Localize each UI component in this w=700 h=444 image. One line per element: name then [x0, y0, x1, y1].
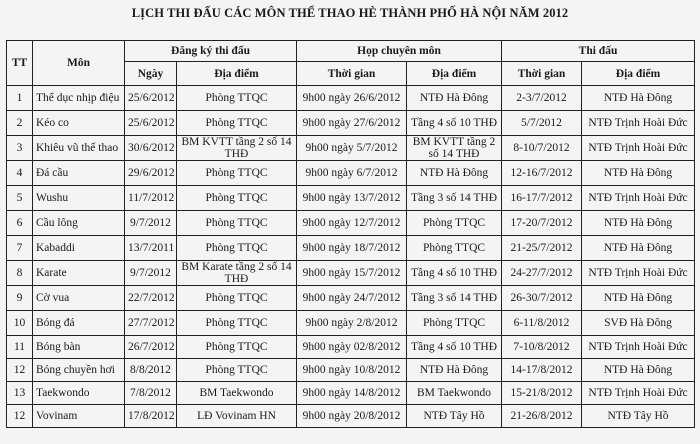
cell-mon: Vovinam [33, 405, 125, 428]
cell-thoi-gian-td: 5/7/2012 [502, 111, 582, 136]
cell-mon: Bóng chuyền hơi [33, 359, 125, 382]
cell-thoi-gian-td: 6-11/8/2012 [502, 311, 582, 336]
cell-dia-diem-td: NTĐ Hà Đông [582, 211, 695, 236]
table-row [7, 382, 695, 405]
cell-mon: Đá cầu [33, 161, 125, 186]
table-body [7, 86, 695, 428]
cell-dia-diem-hop: Tầng 3 số 14 THĐ [407, 286, 502, 311]
cell-thoi-gian-hop: 9h00 ngày 24/7/2012 [297, 286, 407, 311]
cell-thoi-gian-hop: 9h00 ngày 02/8/2012 [297, 336, 407, 359]
cell-thoi-gian-td: 14-17/8/2012 [502, 359, 582, 382]
cell-mon: Kéo co [33, 111, 125, 136]
cell-dia-diem-hop: Phòng TTQC [407, 311, 502, 336]
header-dia-diem-hop: Địa điểm [407, 62, 502, 86]
table-row [7, 261, 695, 286]
cell-thoi-gian-hop: 9h00 ngày 13/7/2012 [297, 186, 407, 211]
table-row [7, 186, 695, 211]
cell-dia-diem-hop: Phòng TTQC [407, 236, 502, 261]
cell-thoi-gian-td: 2-3/7/2012 [502, 86, 582, 111]
page-title: LỊCH THI ĐẤU CÁC MÔN THỂ THAO HÈ THÀNH PHỐ HÀ NỘI NĂM 2012 [131, 6, 569, 20]
cell-dia-diem-hop: Tầng 4 số 10 THĐ [407, 111, 502, 136]
cell-thoi-gian-td: 21-25/7/2012 [502, 236, 582, 261]
cell-dia-diem-hop: BM Taekwondo [407, 382, 502, 405]
table-row [7, 286, 695, 311]
cell-dia-diem-hop: NTĐ Hà Đông [407, 161, 502, 186]
cell-thoi-gian-td: 17-20/7/2012 [502, 211, 582, 236]
cell-tt: 2 [7, 111, 33, 136]
cell-dia-diem-dk: Phòng TTQC [177, 286, 297, 311]
cell-ngay-dk: 9/7/2012 [125, 211, 177, 236]
table-row [7, 336, 695, 359]
cell-tt: 13 [7, 382, 33, 405]
cell-mon: Khiêu vũ thể thao [33, 136, 125, 161]
cell-dia-diem-dk: Phòng TTQC [177, 161, 297, 186]
cell-ngay-dk: 25/6/2012 [125, 111, 177, 136]
cell-dia-diem-hop: Tầng 4 số 10 THĐ [407, 336, 502, 359]
cell-mon: Cầu lông [33, 211, 125, 236]
cell-thoi-gian-hop: 9h00 ngày 14/8/2012 [297, 382, 407, 405]
cell-ngay-dk: 25/6/2012 [125, 86, 177, 111]
cell-thoi-gian-hop: 9h00 ngày 5/7/2012 [297, 136, 407, 161]
cell-mon: Thể dục nhịp điệu [33, 86, 125, 111]
cell-dia-diem-dk: LĐ Vovinam HN [177, 405, 297, 428]
schedule-table [6, 40, 695, 428]
cell-dia-diem-td: NTĐ Trịnh Hoài Đức [582, 111, 695, 136]
cell-thoi-gian-td: 15-21/8/2012 [502, 382, 582, 405]
header-ngay: Ngày [125, 62, 177, 86]
cell-dia-diem-hop: Tầng 3 số 14 THĐ [407, 186, 502, 211]
cell-tt: 11 [7, 336, 33, 359]
cell-dia-diem-hop: NTĐ Hà Đông [407, 86, 502, 111]
header-thoi-gian-td: Thời gian [502, 62, 582, 86]
cell-dia-diem-td: NTĐ Hà Đông [582, 236, 695, 261]
header-tt: TT [7, 41, 33, 86]
table-row [7, 161, 695, 186]
cell-mon: Kabaddi [33, 236, 125, 261]
cell-thoi-gian-td: 8-10/7/2012 [502, 136, 582, 161]
cell-tt: 4 [7, 161, 33, 186]
cell-thoi-gian-hop: 9h00 ngày 18/7/2012 [297, 236, 407, 261]
cell-thoi-gian-hop: 9h00 ngày 15/7/2012 [297, 261, 407, 286]
cell-dia-diem-td: NTĐ Trịnh Hoài Đức [582, 186, 695, 211]
cell-dia-diem-hop: NTĐ Hà Đông [407, 359, 502, 382]
table-row [7, 211, 695, 236]
cell-dia-diem-dk: Phòng TTQC [177, 311, 297, 336]
cell-tt: 12 [7, 359, 33, 382]
cell-thoi-gian-td: 26-30/7/2012 [502, 286, 582, 311]
cell-mon: Karate [33, 261, 125, 286]
table-row [7, 405, 695, 428]
cell-ngay-dk: 8/8/2012 [125, 359, 177, 382]
table-row [7, 86, 695, 111]
cell-dia-diem-td: NTĐ Trịnh Hoài Đức [582, 336, 695, 359]
cell-ngay-dk: 26/7/2012 [125, 336, 177, 359]
cell-tt: 8 [7, 261, 33, 286]
cell-mon: Cờ vua [33, 286, 125, 311]
cell-tt: 1 [7, 86, 33, 111]
cell-thoi-gian-td: 12-16/7/2012 [502, 161, 582, 186]
header-row-top [7, 41, 695, 62]
cell-dia-diem-hop: BM KVTT tầng 2 số 14 THĐ [407, 136, 502, 161]
header-dia-diem-td: Địa điểm [582, 62, 695, 86]
cell-tt: 12 [7, 405, 33, 428]
cell-dia-diem-hop: Tầng 4 số 10 THĐ [407, 261, 502, 286]
table-row [7, 236, 695, 261]
cell-ngay-dk: 22/7/2012 [125, 286, 177, 311]
cell-tt: 3 [7, 136, 33, 161]
cell-thoi-gian-hop: 9h00 ngày 20/8/2012 [297, 405, 407, 428]
header-thi-dau: Thi đấu [502, 41, 695, 62]
cell-dia-diem-dk: Phòng TTQC [177, 236, 297, 261]
cell-mon: Bóng bàn [33, 336, 125, 359]
cell-dia-diem-dk: Phòng TTQC [177, 86, 297, 111]
cell-mon: Bóng đá [33, 311, 125, 336]
cell-tt: 5 [7, 186, 33, 211]
cell-dia-diem-dk: Phòng TTQC [177, 336, 297, 359]
cell-tt: 10 [7, 311, 33, 336]
cell-thoi-gian-hop: 9h00 ngày 26/6/2012 [297, 86, 407, 111]
cell-tt: 7 [7, 236, 33, 261]
header-dang-ky: Đăng ký thi đấu [125, 41, 297, 62]
cell-dia-diem-dk: Phòng TTQC [177, 359, 297, 382]
cell-thoi-gian-hop: 9h00 ngày 2/8/2012 [297, 311, 407, 336]
cell-dia-diem-hop: Phòng TTQC [407, 211, 502, 236]
cell-ngay-dk: 27/7/2012 [125, 311, 177, 336]
cell-thoi-gian-hop: 9h00 ngày 10/8/2012 [297, 359, 407, 382]
cell-dia-diem-dk: Phòng TTQC [177, 111, 297, 136]
cell-dia-diem-dk: Phòng TTQC [177, 186, 297, 211]
cell-dia-diem-td: SVĐ Hà Đông [582, 311, 695, 336]
cell-ngay-dk: 11/7/2012 [125, 186, 177, 211]
cell-dia-diem-dk: Phòng TTQC [177, 211, 297, 236]
cell-dia-diem-dk: BM Taekwondo [177, 382, 297, 405]
cell-mon: Wushu [33, 186, 125, 211]
cell-dia-diem-td: NTĐ Trịnh Hoài Đức [582, 136, 695, 161]
cell-dia-diem-td: NTĐ Hà Đông [582, 86, 695, 111]
cell-dia-diem-td: NTĐ Hà Đông [582, 286, 695, 311]
cell-dia-diem-dk: BM KVTT tầng 2 số 14 THĐ [177, 136, 297, 161]
cell-tt: 6 [7, 211, 33, 236]
header-mon: Môn [33, 41, 125, 86]
cell-ngay-dk: 7/8/2012 [125, 382, 177, 405]
header-hop-chuyen-mon: Họp chuyên môn [297, 41, 502, 62]
cell-dia-diem-td: NTĐ Tây Hồ [582, 405, 695, 428]
cell-ngay-dk: 30/6/2012 [125, 136, 177, 161]
cell-tt: 9 [7, 286, 33, 311]
cell-dia-diem-td: NTĐ Trịnh Hoài Đức [582, 382, 695, 405]
header-dia-diem-dk: Địa điểm [177, 62, 297, 86]
cell-thoi-gian-hop: 9h00 ngày 27/6/2012 [297, 111, 407, 136]
cell-thoi-gian-hop: 9h00 ngày 12/7/2012 [297, 211, 407, 236]
cell-mon: Taekwondo [33, 382, 125, 405]
cell-ngay-dk: 13/7/2011 [125, 236, 177, 261]
table-row [7, 111, 695, 136]
cell-dia-diem-dk: BM Karate tầng 2 số 14 THĐ [177, 261, 297, 286]
table-row [7, 359, 695, 382]
cell-ngay-dk: 17/8/2012 [125, 405, 177, 428]
cell-dia-diem-td: NTĐ Hà Đông [582, 161, 695, 186]
cell-dia-diem-td: NTĐ Trịnh Hoài Đức [582, 261, 695, 286]
cell-thoi-gian-td: 7-10/8/2012 [502, 336, 582, 359]
cell-thoi-gian-hop: 9h00 ngày 6/7/2012 [297, 161, 407, 186]
cell-ngay-dk: 9/7/2012 [125, 261, 177, 286]
cell-dia-diem-td: NTĐ Hà Đông [582, 359, 695, 382]
cell-thoi-gian-td: 21-26/8/2012 [502, 405, 582, 428]
cell-thoi-gian-td: 16-17/7/2012 [502, 186, 582, 211]
table-row [7, 311, 695, 336]
header-thoi-gian-hop: Thời gian [297, 62, 407, 86]
cell-ngay-dk: 29/6/2012 [125, 161, 177, 186]
table-row [7, 136, 695, 161]
cell-dia-diem-hop: NTĐ Tây Hồ [407, 405, 502, 428]
cell-thoi-gian-td: 24-27/7/2012 [502, 261, 582, 286]
